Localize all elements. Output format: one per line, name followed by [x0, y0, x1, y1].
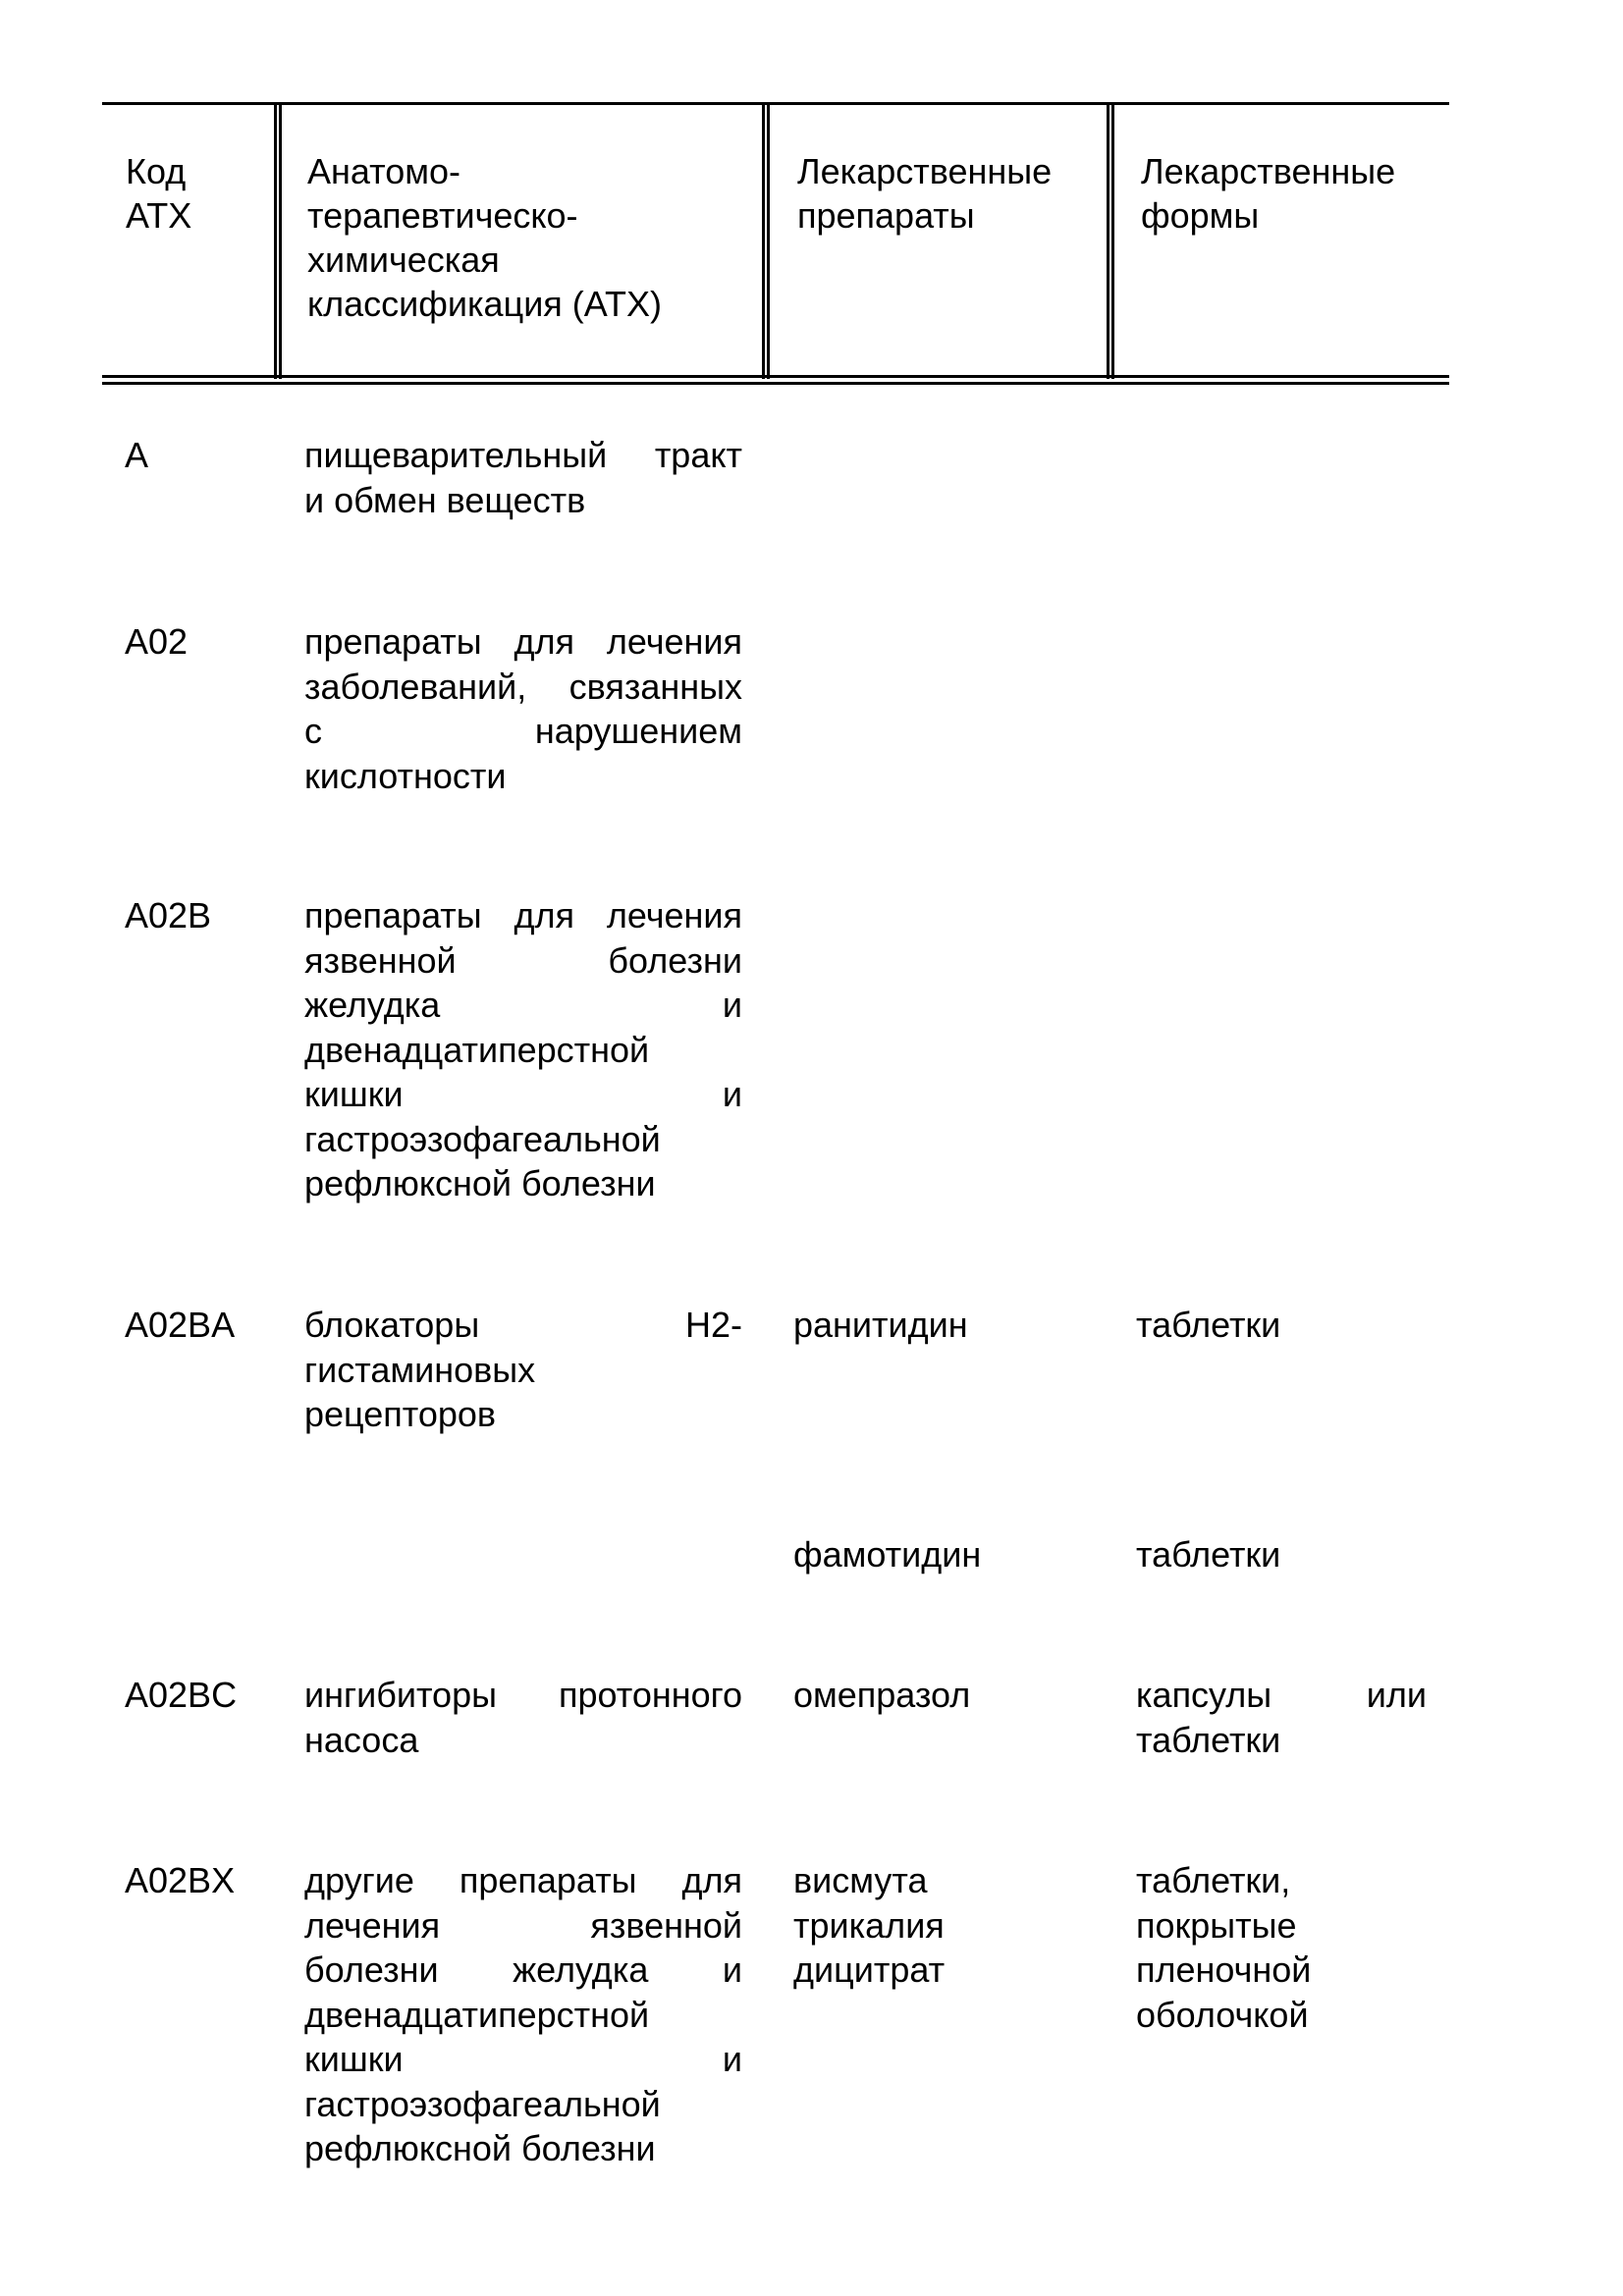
table-header	[102, 102, 1449, 385]
row-code: A02B	[125, 895, 212, 935]
header-divider-1	[274, 102, 282, 379]
header-forms: Лекарственные формы	[1141, 151, 1396, 236]
header-drugs: Лекарственные препараты	[797, 151, 1053, 236]
row-form: таблетки	[1136, 1534, 1281, 1575]
header-code: Код АТХ	[126, 151, 192, 236]
row-code: A02BA	[125, 1305, 236, 1345]
row-classification: препараты для лечения язвенной болезни желудка и двенадцатиперстной кишки и гастроэзофагеальной рефлюксной болезни	[304, 895, 742, 1203]
row-code: A	[125, 435, 149, 475]
row-drug: висмута трикалия дицитрат	[793, 1860, 946, 1990]
header-bottom-rule-2	[102, 382, 1449, 385]
header-divider-2	[762, 102, 770, 379]
row-form: таблетки, покрытые пленочной оболочкой	[1136, 1860, 1312, 2035]
row-classification: блокаторы H2- гистаминовых рецепторов	[304, 1305, 742, 1434]
row-classification: препараты для лечения заболеваний, связанных с нарушением кислотности	[304, 621, 742, 796]
row-code: A02BX	[125, 1860, 236, 1900]
row-classification: пищеварительный тракт и обмен веществ	[304, 435, 742, 520]
row-classification: другие препараты для лечения язвенной болезни желудка и двенадцатиперстной кишки и гастроэзофагеальной рефлюксной болезни	[304, 1860, 742, 2168]
header-classification: Анатомо- терапевтическо- химическая классификация (АТХ)	[307, 151, 662, 324]
row-drug: омепразол	[793, 1675, 971, 1715]
row-form: таблетки	[1136, 1305, 1281, 1345]
row-code: A02	[125, 621, 189, 662]
row-drug: ранитидин	[793, 1305, 968, 1345]
row-form: капсулы или таблетки	[1136, 1675, 1427, 1760]
row-drug: фамотидин	[793, 1534, 982, 1575]
row-classification: ингибиторы протонного насоса	[304, 1675, 742, 1760]
header-divider-3	[1107, 102, 1114, 379]
header-bottom-rule-1	[102, 375, 1449, 378]
row-code: A02BC	[125, 1675, 238, 1715]
header-top-rule	[102, 102, 1449, 105]
